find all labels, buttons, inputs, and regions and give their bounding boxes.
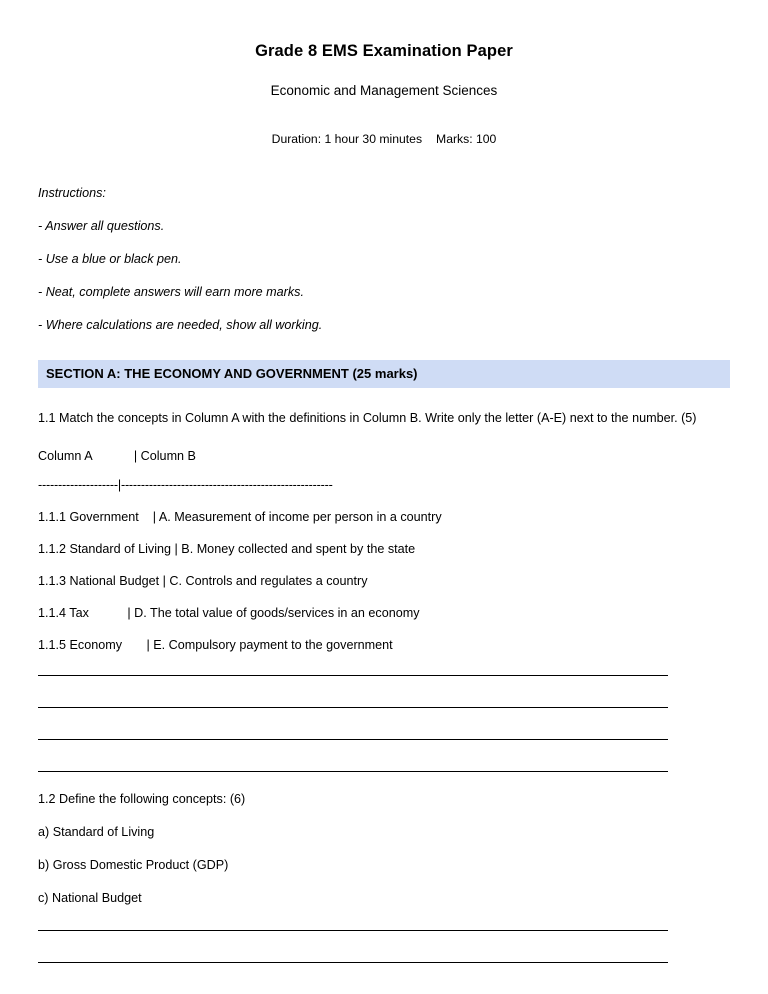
question-1-2-item: c) National Budget — [38, 890, 142, 905]
instruction-item: - Use a blue or black pen. — [38, 252, 182, 266]
matching-row: 1.1.3 National Budget | C. Controls and regulates a country — [38, 573, 368, 588]
matching-divider: --------------------|----------------------------------------------------- — [38, 477, 333, 492]
instructions-block — [38, 186, 730, 332]
matching-row: 1.1.2 Standard of Living | B. Money collected and spent by the state — [38, 541, 416, 556]
instruction-item: - Neat, complete answers will earn more marks. — [38, 285, 304, 299]
answer-line[interactable] — [38, 674, 668, 676]
instruction-item: - Where calculations are needed, show all working. — [38, 318, 323, 332]
matching-column-header: Column A | Column B — [38, 448, 196, 463]
question-1-2-item: a) Standard of Living — [38, 824, 155, 839]
question-1-1-intro: 1.1 Match the concepts in Column A with the definitions in Column B. Write only the letter (A-E) next to the number. (5) — [38, 411, 697, 425]
question-1-2-prompt: 1.2 Define the following concepts: (6) — [38, 791, 246, 806]
matching-table — [38, 449, 730, 652]
exam-duration: Duration: 1 hour 30 minutes — [271, 132, 423, 146]
matching-row: 1.1.1 Government | A. Measurement of income per person in a country — [38, 509, 442, 524]
exam-marks: Marks: 100 — [436, 132, 497, 146]
page-subtitle: Economic and Management Sciences — [270, 83, 498, 98]
question-1-1 — [38, 406, 730, 772]
answer-line[interactable] — [38, 738, 668, 740]
answer-line[interactable] — [38, 961, 668, 963]
question-1-2-item: b) Gross Domestic Product (GDP) — [38, 857, 229, 872]
answer-line[interactable] — [38, 770, 668, 772]
instruction-item: - Answer all questions. — [38, 219, 165, 233]
instructions-heading: Instructions: — [38, 186, 106, 200]
page-title: Grade 8 EMS Examination Paper — [255, 42, 513, 60]
answer-line[interactable] — [38, 929, 668, 931]
question-1-2 — [38, 792, 730, 963]
matching-row: 1.1.4 Tax | D. The total value of goods/services in an economy — [38, 605, 420, 620]
answer-lines-1-2 — [38, 929, 730, 963]
exam-meta — [38, 132, 730, 146]
answer-line[interactable] — [38, 706, 668, 708]
matching-row: 1.1.5 Economy | E. Compulsory payment to the government — [38, 637, 393, 652]
section-a-heading: SECTION A: THE ECONOMY AND GOVERNMENT (25 marks) — [38, 360, 730, 388]
answer-lines-1-1 — [38, 674, 730, 772]
